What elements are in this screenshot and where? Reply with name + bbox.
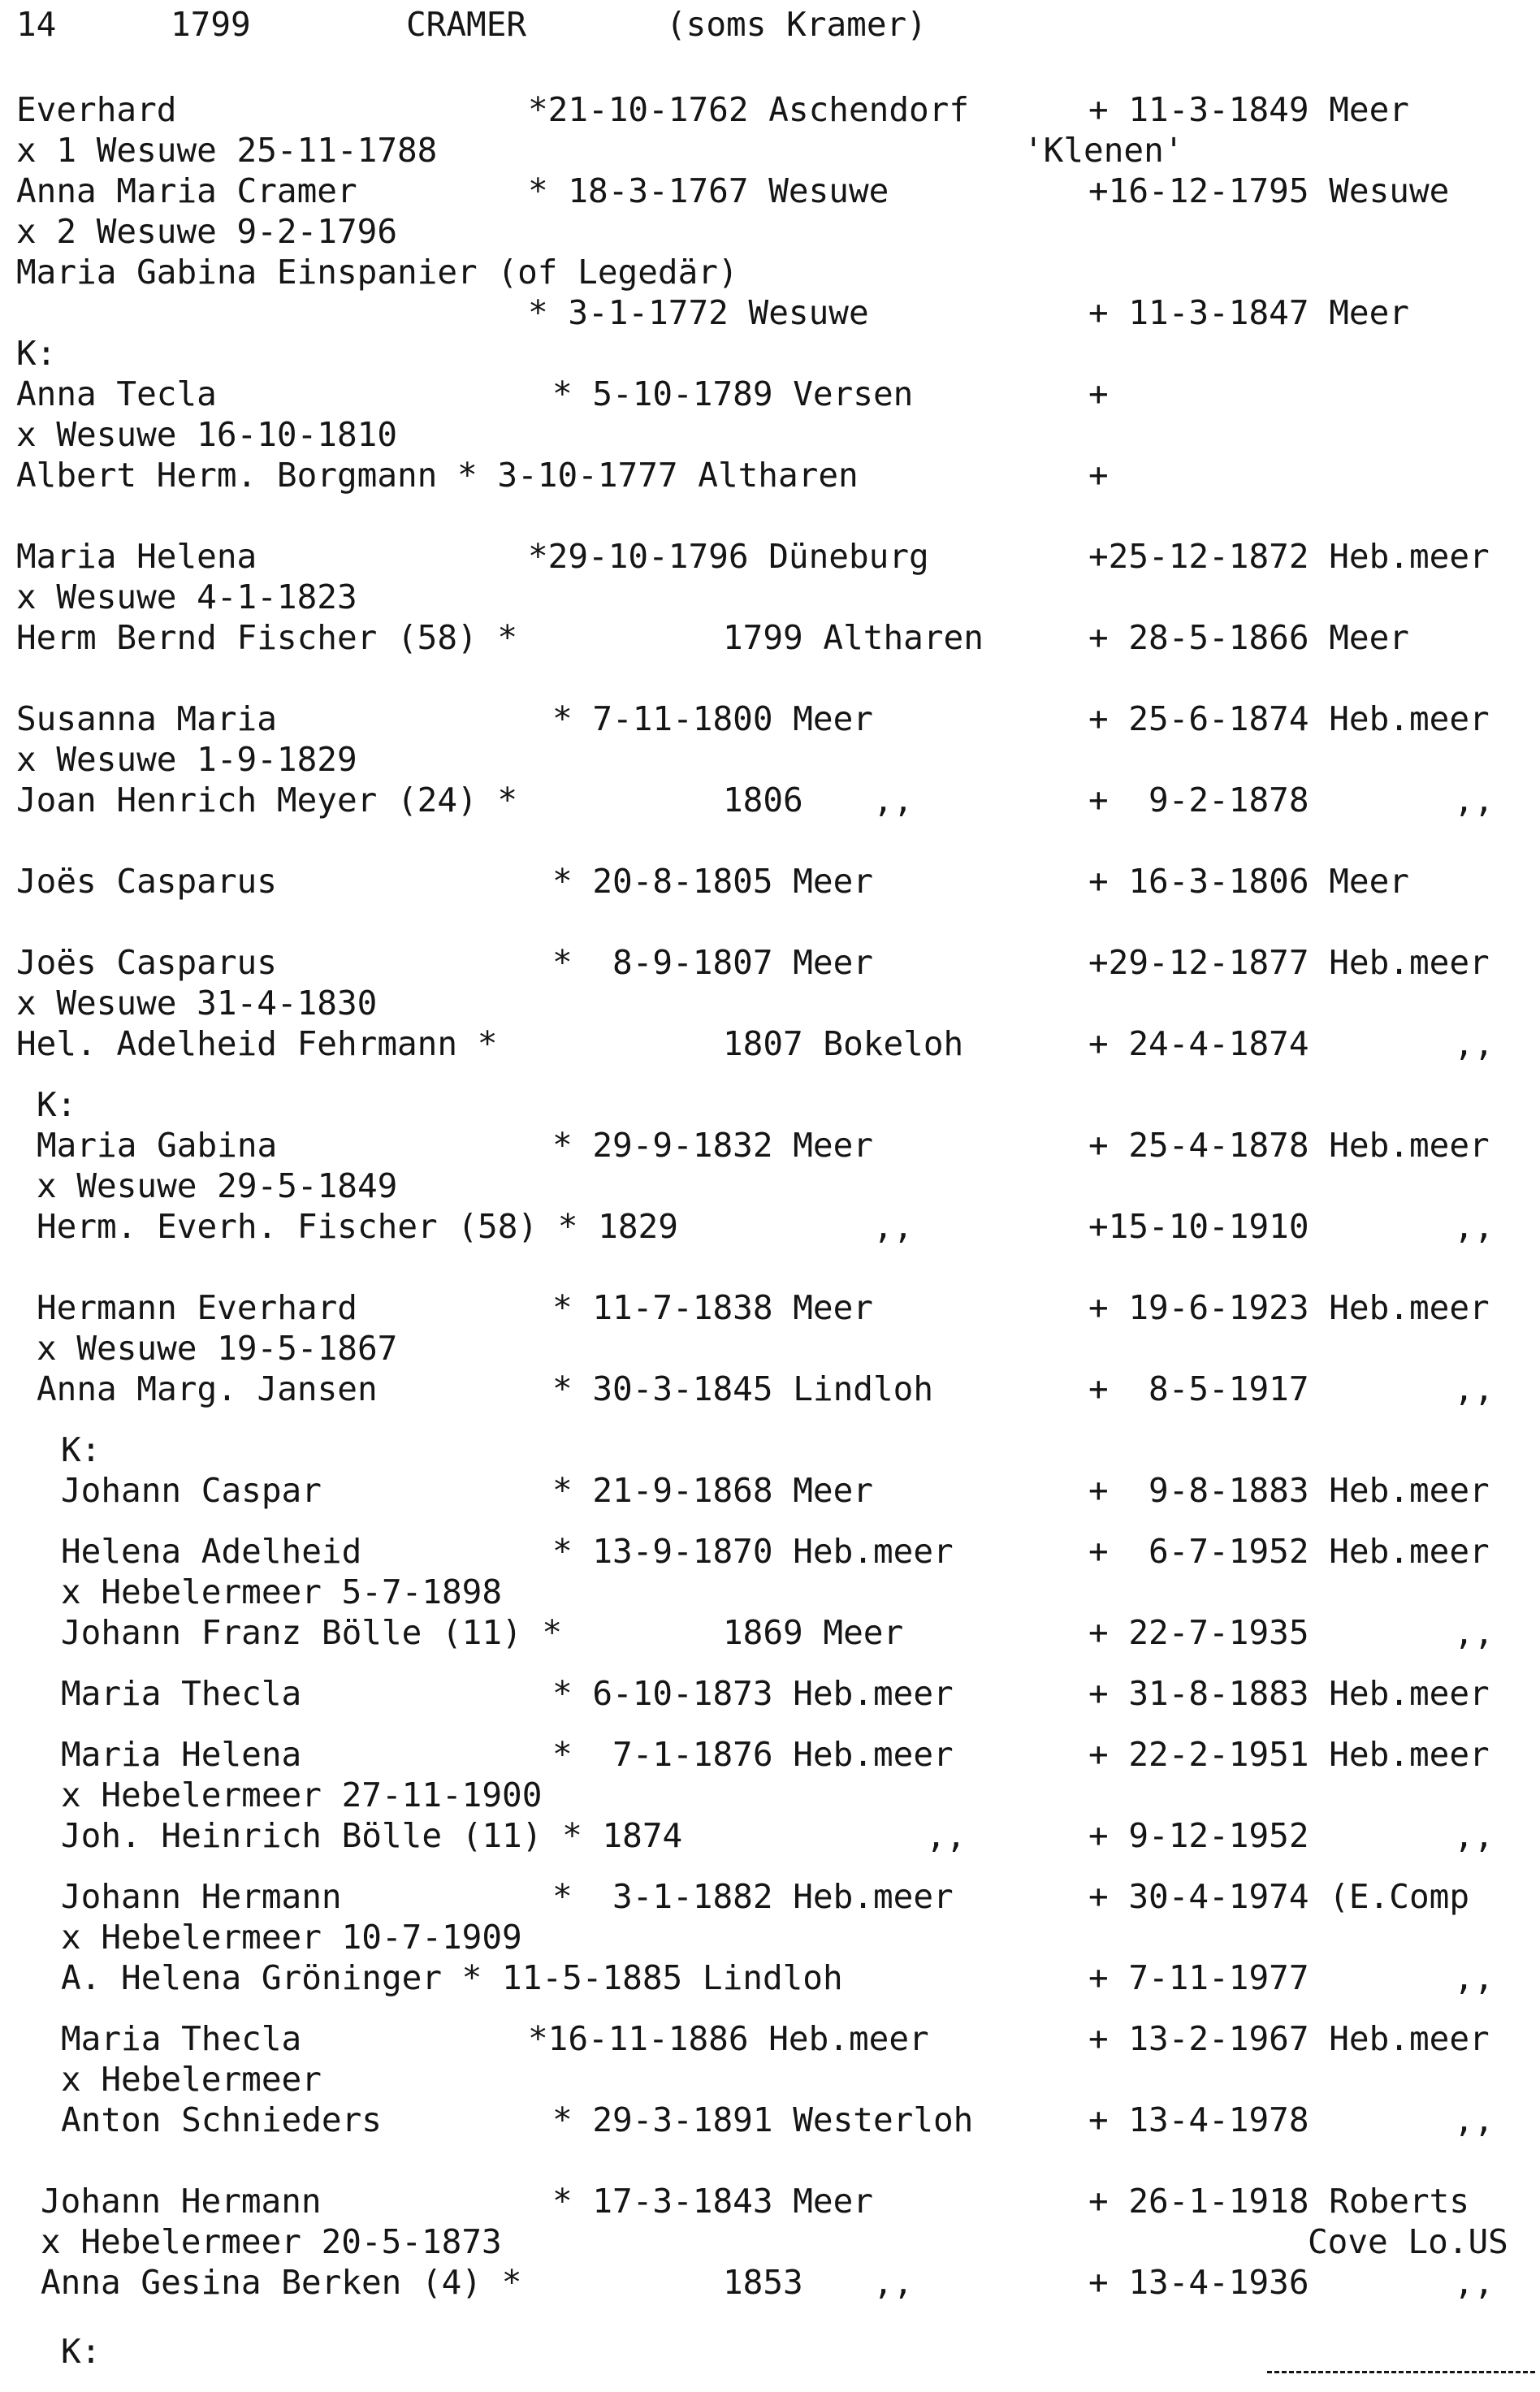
document-line (0, 739, 1540, 780)
line-segment: * 30-3-1845 Lindloh (552, 1369, 933, 1408)
line-segment: Maria Thecla (61, 2019, 302, 2058)
line-segment: 1853 (723, 2263, 803, 2302)
line-segment: *29-10-1796 Düneburg (528, 537, 929, 576)
bottom-dashed-rule (0, 2351, 1540, 2392)
line-segment: ,, (1454, 2263, 1495, 2302)
document-line (0, 1876, 1540, 1917)
line-segment: 1807 Bokeloh (723, 1024, 964, 1063)
line-segment: * 11-7-1838 Meer (552, 1288, 873, 1327)
line-segment: + 6-7-1952 Heb.meer (1088, 1532, 1490, 1571)
line-segment: + 11-3-1847 Meer (1088, 293, 1409, 332)
line-segment: Johann Franz Bölle (11) * (61, 1613, 563, 1652)
line-segment: (soms Kramer) (666, 5, 927, 44)
document-line (0, 1084, 1540, 1125)
line-segment: Susanna Maria (16, 699, 277, 738)
line-segment: 1869 Meer (723, 1613, 904, 1652)
line-segment: Hel. Adelheid Fehrmann * (16, 1024, 498, 1063)
document-line (0, 1917, 1540, 1957)
document-line (0, 1125, 1540, 1166)
document-line (0, 252, 1540, 292)
line-segment: Johann Hermann (61, 1877, 342, 1916)
line-segment: 1806 (723, 781, 803, 820)
line-segment: Hermann Everhard (37, 1288, 357, 1327)
line-segment: + 8-5-1917 (1088, 1369, 1309, 1408)
line-segment: + 30-4-1974 (E.Comp (1088, 1877, 1469, 1916)
line-segment: Anton Schnieders (61, 2100, 382, 2139)
document-line (0, 1612, 1540, 1653)
document-line (0, 2059, 1540, 2100)
line-segment: x 1 Wesuwe 25-11-1788 (16, 131, 438, 170)
document-line (0, 333, 1540, 374)
line-segment: x Wesuwe 16-10-1810 (16, 415, 397, 454)
line-segment: Johann Hermann (41, 2182, 322, 2221)
document-line (0, 1815, 1540, 1856)
line-segment: ,, (1454, 1369, 1495, 1408)
line-segment: + 16-3-1806 Meer (1088, 862, 1409, 901)
line-segment: Everhard (16, 90, 177, 129)
document-line (0, 130, 1540, 171)
line-segment: + 25-4-1878 Heb.meer (1088, 1126, 1490, 1165)
line-segment: * 6-10-1873 Heb.meer (552, 1674, 954, 1713)
document-line (0, 1957, 1540, 1998)
document-line (0, 1287, 1540, 1328)
document-line (0, 4, 1540, 45)
line-segment: * 13-9-1870 Heb.meer (552, 1532, 954, 1571)
line-segment: x Wesuwe 19-5-1867 (37, 1329, 398, 1368)
document-line (0, 1734, 1540, 1775)
line-segment: K: (61, 2332, 102, 2371)
document-line (0, 536, 1540, 577)
document-line (0, 2018, 1540, 2059)
line-segment: x 2 Wesuwe 9-2-1796 (16, 212, 397, 251)
line-segment: Joës Casparus (16, 943, 277, 982)
line-segment: Anna Marg. Jansen (37, 1369, 378, 1408)
line-segment: Joh. Heinrich Bölle (11) * 1874 (61, 1816, 683, 1855)
line-segment: K: (37, 1085, 77, 1124)
document-line (0, 1023, 1540, 1064)
line-segment: * 17-3-1843 Meer (552, 2182, 873, 2221)
line-segment: Maria Helena (16, 537, 257, 576)
line-segment: x Wesuwe 31-4-1830 (16, 984, 378, 1023)
line-segment: x Hebelermeer 10-7-1909 (61, 1918, 522, 1957)
line-segment: Albert Herm. Borgmann * 3-10-1777 Altharen (16, 456, 859, 495)
line-segment: + 19-6-1923 Heb.meer (1088, 1288, 1490, 1327)
document-line (0, 1531, 1540, 1572)
line-segment: Maria Gabina Einspanier (of Legedär) (16, 253, 738, 292)
line-segment: +15-10-1910 (1088, 1207, 1309, 1246)
line-segment: + 9-8-1883 Heb.meer (1088, 1471, 1490, 1510)
line-segment: Herm Bernd Fischer (58) * (16, 618, 518, 657)
line-segment: ,, (1454, 781, 1495, 820)
document-line (0, 211, 1540, 252)
line-segment: 1799 Altharen (723, 618, 984, 657)
document-line (0, 1775, 1540, 1815)
line-segment: * 29-3-1891 Westerloh (552, 2100, 974, 2139)
line-segment: Anna Tecla (16, 374, 217, 413)
line-segment: ,, (926, 1816, 967, 1855)
line-segment: ,, (1454, 1024, 1495, 1063)
document-line (0, 2181, 1540, 2221)
document-line (0, 1369, 1540, 1409)
line-segment: Helena Adelheid (61, 1532, 362, 1571)
document-line (0, 577, 1540, 617)
line-segment: + 22-2-1951 Heb.meer (1088, 1735, 1490, 1774)
line-segment: ,, (1454, 1958, 1495, 1997)
document-line (0, 374, 1540, 414)
document-line (0, 861, 1540, 902)
line-segment: ,, (873, 781, 914, 820)
line-segment: CRAMER (406, 5, 527, 44)
line-segment: x Hebelermeer (61, 2060, 322, 2099)
line-segment: * 18-3-1767 Wesuwe (528, 171, 889, 210)
line-segment: * 3-1-1772 Wesuwe (528, 293, 869, 332)
document-line (0, 1430, 1540, 1470)
line-segment: 14 (16, 5, 57, 44)
line-segment: x Wesuwe 1-9-1829 (16, 740, 357, 779)
line-segment: * 3-1-1882 Heb.meer (552, 1877, 954, 1916)
line-segment: +29-12-1877 Heb.meer (1088, 943, 1490, 982)
line-segment: Anna Maria Cramer (16, 171, 357, 210)
line-segment: + 13-4-1936 (1088, 2263, 1309, 2302)
line-segment: * 8-9-1807 Meer (552, 943, 873, 982)
line-segment: Maria Gabina (37, 1126, 278, 1165)
document-line (0, 983, 1540, 1023)
line-segment: *21-10-1762 Aschendorf (528, 90, 970, 129)
line-segment: K: (61, 1430, 102, 1469)
document-line (0, 617, 1540, 658)
line-segment: Joan Henrich Meyer (24) * (16, 781, 518, 820)
line-segment: x Wesuwe 4-1-1823 (16, 577, 357, 616)
line-segment: * 20-8-1805 Meer (552, 862, 873, 901)
document-line (0, 1206, 1540, 1247)
document-line (0, 699, 1540, 739)
document-line (0, 89, 1540, 130)
line-segment: + 7-11-1977 (1088, 1958, 1309, 1997)
line-segment: + 31-8-1883 Heb.meer (1088, 1674, 1490, 1713)
document-line (0, 2262, 1540, 2303)
line-segment: + 24-4-1874 (1088, 1024, 1309, 1063)
document-line (0, 414, 1540, 455)
line-segment: + (1088, 456, 1109, 495)
line-segment: +25-12-1872 Heb.meer (1088, 537, 1490, 576)
line-segment: Joës Casparus (16, 862, 277, 901)
line-segment: ,, (873, 1207, 914, 1246)
line-segment: x Wesuwe 29-5-1849 (37, 1166, 398, 1205)
line-segment: * 7-11-1800 Meer (552, 699, 873, 738)
line-segment: + 13-2-1967 Heb.meer (1088, 2019, 1490, 2058)
line-segment: + (1088, 374, 1109, 413)
line-segment: 'Klenen' (1023, 131, 1184, 170)
line-segment: + 26-1-1918 Roberts (1088, 2182, 1469, 2221)
line-segment: *16-11-1886 Heb.meer (528, 2019, 929, 2058)
line-segment: Johann Caspar (61, 1471, 322, 1510)
line-segment: + 13-4-1978 (1088, 2100, 1309, 2139)
line-segment: + 28-5-1866 Meer (1088, 618, 1409, 657)
line-segment: * 29-9-1832 Meer (552, 1126, 873, 1165)
document-line (0, 1328, 1540, 1369)
line-segment: + 9-2-1878 (1088, 781, 1309, 820)
line-segment: Maria Thecla (61, 1674, 302, 1713)
line-segment: * 7-1-1876 Heb.meer (552, 1735, 954, 1774)
document-line (0, 171, 1540, 211)
line-segment: Herm. Everh. Fischer (58) * 1829 (37, 1207, 678, 1246)
line-segment: ,, (1454, 1613, 1495, 1652)
line-segment: x Hebelermeer 5-7-1898 (61, 1572, 503, 1611)
line-segment: + 9-12-1952 (1088, 1816, 1309, 1855)
line-segment: ,, (873, 2263, 914, 2302)
line-segment: x Hebelermeer 27-11-1900 (61, 1776, 543, 1815)
document-line (0, 942, 1540, 983)
line-segment: ,, (1454, 2100, 1495, 2139)
document-line (0, 2100, 1540, 2140)
line-segment: ,, (1454, 1207, 1495, 1246)
line-segment: + 22-7-1935 (1088, 1613, 1309, 1652)
line-segment: * 21-9-1868 Meer (552, 1471, 873, 1510)
document-line (0, 1673, 1540, 1714)
line-segment: +16-12-1795 Wesuwe (1088, 171, 1450, 210)
line-segment: + 25-6-1874 Heb.meer (1088, 699, 1490, 738)
line-segment: * 5-10-1789 Versen (552, 374, 914, 413)
document-line (0, 292, 1540, 333)
document-line (0, 1470, 1540, 1511)
line-segment: Anna Gesina Berken (4) * (41, 2263, 522, 2302)
line-segment: ,, (1454, 1816, 1495, 1855)
line-segment: + 11-3-1849 Meer (1088, 90, 1409, 129)
line-segment: K: (16, 334, 57, 373)
line-segment: x Hebelermeer 20-5-1873 (41, 2222, 502, 2261)
document-line (0, 455, 1540, 495)
document-line (0, 1166, 1540, 1206)
line-segment: 1799 (171, 5, 251, 44)
line-segment: A. Helena Gröninger * 11-5-1885 Lindloh (61, 1958, 843, 1997)
line-segment: Maria Helena (61, 1735, 302, 1774)
document-line (0, 2221, 1540, 2262)
document-line (0, 1572, 1540, 1612)
document-line (0, 780, 1540, 820)
line-segment: Cove Lo.US (1308, 2222, 1508, 2261)
